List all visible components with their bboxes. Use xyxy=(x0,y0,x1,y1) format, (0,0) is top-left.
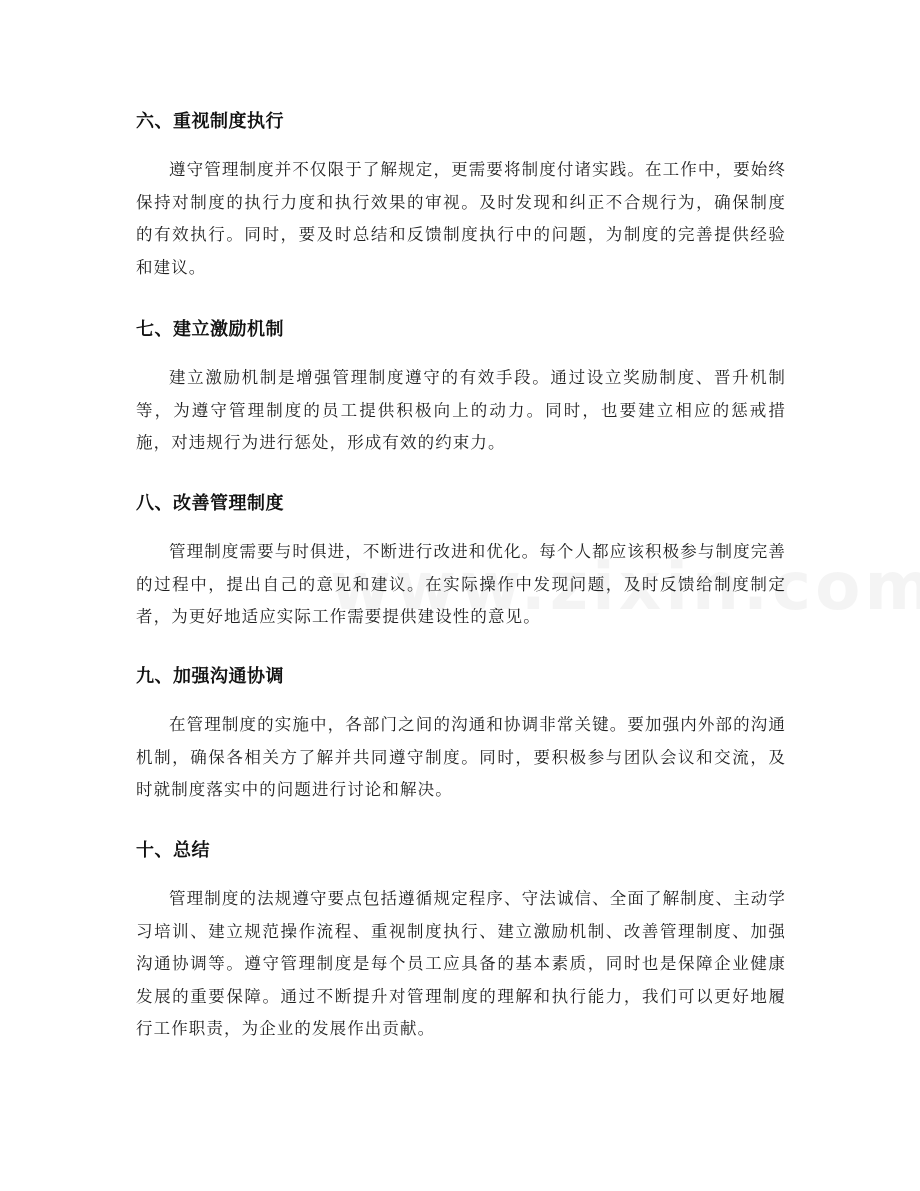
section-paragraph: 管理制度需要与时俱进，不断进行改进和优化。每个人都应该积极参与制度完善的过程中，提出自己的意见和建议。在实际操作中发现问题，及时反馈给制度制定者，为更好地适应实际工作需要提供建设性的意见。 xyxy=(136,542,786,626)
section-heading: 六、重视制度执行 xyxy=(136,111,284,132)
section-communication xyxy=(136,665,786,807)
section-improvement xyxy=(136,492,786,634)
section-summary xyxy=(136,839,786,1046)
section-paragraph: 在管理制度的实施中，各部门之间的沟通和协调非常关键。要加强内外部的沟通机制，确保各相关方了解并共同遵守制度。同时，要积极参与团队会议和交流，及时就制度落实中的问题进行讨论和解决。 xyxy=(136,715,786,799)
section-incentive xyxy=(136,318,786,460)
section-heading: 八、改善管理制度 xyxy=(136,493,284,514)
section-paragraph: 建立激励机制是增强管理制度遵守的有效手段。通过设立奖励制度、晋升机制等，为遵守管理制度的员工提供积极向上的动力。同时，也要建立相应的惩戒措施，对违规行为进行惩处，形成有效的约束力。 xyxy=(136,368,786,452)
section-heading: 九、加强沟通协调 xyxy=(136,666,284,687)
section-heading: 七、建立激励机制 xyxy=(136,319,284,340)
section-heading: 十、总结 xyxy=(136,840,210,861)
section-paragraph: 遵守管理制度并不仅限于了解规定，更需要将制度付诸实践。在工作中，要始终保持对制度的执行力度和执行效果的审视。及时发现和纠正不合规行为，确保制度的有效执行。同时，要及时总结和反馈制度执行中的问题，为制度的完善提供经验和建议。 xyxy=(136,160,786,277)
section-execution xyxy=(136,110,786,284)
section-paragraph: 管理制度的法规遵守要点包括遵循规定程序、守法诚信、全面了解制度、主动学习培训、建立规范操作流程、重视制度执行、建立激励机制、改善管理制度、加强沟通协调等。遵守管理制度是每个员工应具备的基本素质，同时也是保障企业健康发展的重要保障。通过不断提升对管理制度的理解和执行能力，我们可以更好地履行工作职责，为企业的发展作出贡献。 xyxy=(136,889,786,1038)
